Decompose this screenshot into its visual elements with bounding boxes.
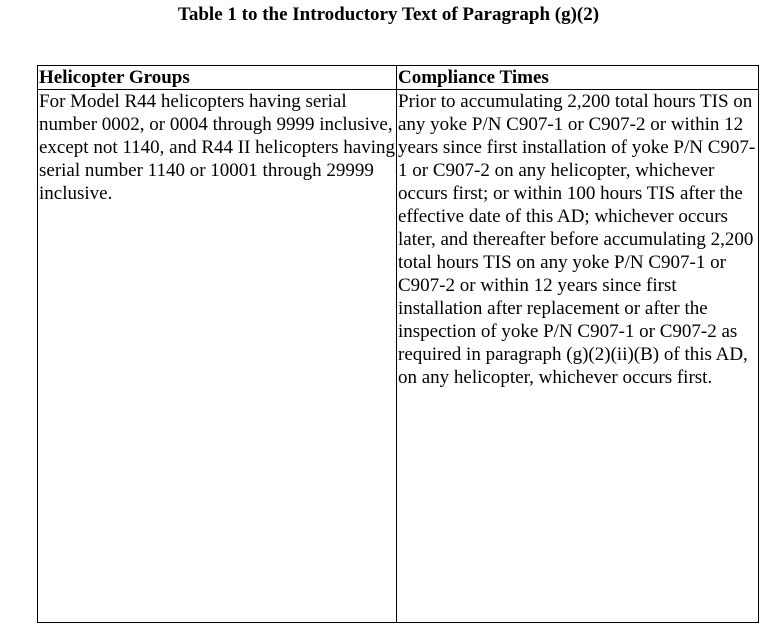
compliance-table (37, 65, 759, 623)
cell-helicopter-groups: For Model R44 helicopters having serial number 0002, or 0004 through 9999 inclusive, except not 1140, and R44 II helicopters having serial number 1140 or 10001 through 29999 inclusive. (38, 90, 397, 623)
table-header-row (38, 66, 759, 90)
header-helicopter-groups: Helicopter Groups (38, 66, 397, 90)
header-compliance-times: Compliance Times (397, 66, 759, 90)
table-title: Table 1 to the Introductory Text of Paragraph (g)(2) (177, 4, 600, 25)
cell-compliance-times: Prior to accumulating 2,200 total hours TIS on any yoke P/N C907-1 or C907-2 or within 12 years since first installation of yoke P/N C907-1 or C907-2 on any helicopter, whichever occurs first; or within 100 hours TIS after the effective date of this AD; whichever occurs later, and thereafter before accumulating 2,200 total hours TIS on any yoke P/N C907-1 or C907-2 or within 12 years since first installation after replacement or after the inspection of yoke P/N C907-1 or C907-2 as required in paragraph (g)(2)(ii)(B) of this AD, on any helicopter, whichever occurs first. (397, 90, 759, 623)
table-row (38, 90, 759, 623)
